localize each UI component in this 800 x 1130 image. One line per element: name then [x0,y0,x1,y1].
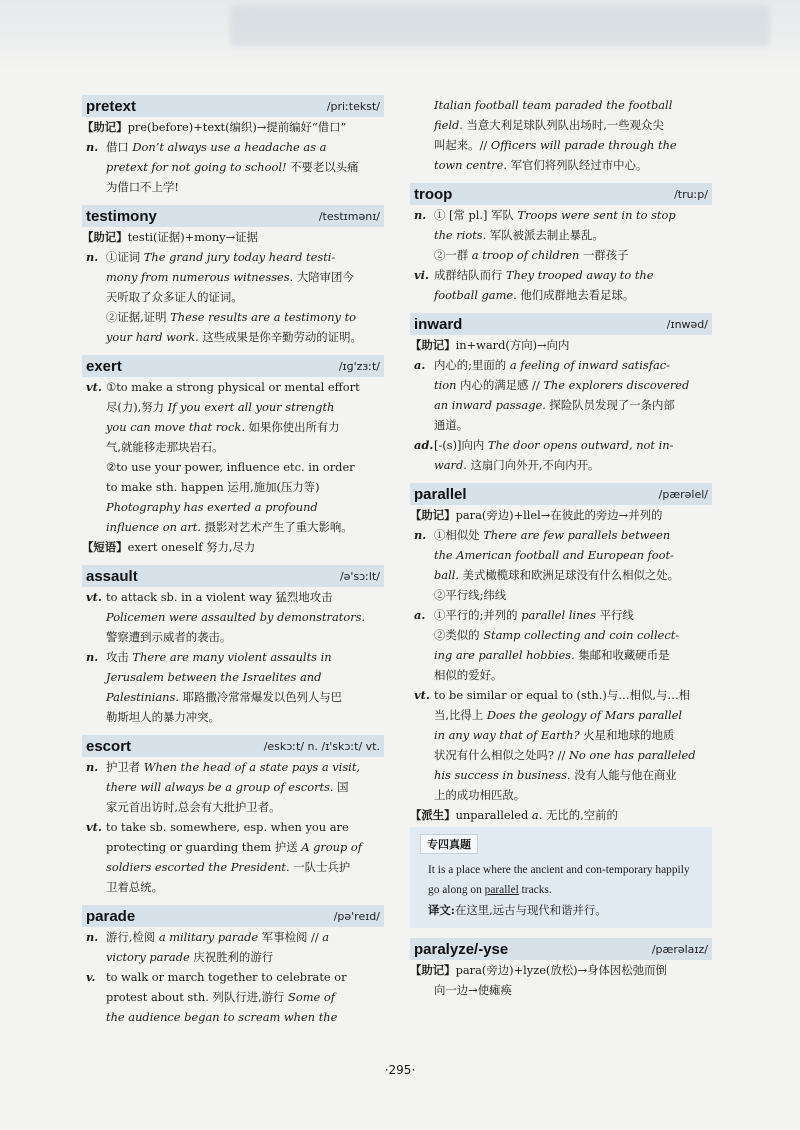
exam-text: tracks. [518,884,552,896]
example-text: Italian football team paraded the football [434,98,673,112]
definition-line [82,587,384,607]
gloss-text: ①to make a strong physical or mental effort [106,380,360,394]
gloss-text: ①证词 [106,250,144,264]
gloss-text: to take sb. somewhere, esp. when you are [106,820,349,834]
headword: pretext [86,97,137,115]
example-text: ward. [434,458,467,472]
gloss-text: 探险队员发现了一条内部 [545,398,675,412]
headword: assault [86,567,138,585]
definition-line [82,647,384,667]
example-text: If you exert all your strength [167,400,335,414]
definition-line [410,225,712,245]
gloss-text: 大陪审团今 [293,270,354,284]
gloss-text: 火星和地球的地质 [579,728,675,742]
definition-line [410,745,712,765]
definition-line [82,947,384,967]
part-of-speech: a. [414,608,426,622]
section-tag: 【助记】 [410,338,456,352]
definition-line [82,1007,384,1027]
example-text: ing are parallel hobbies. [434,648,575,662]
exam-sentence [420,860,702,900]
gloss-text: [-(s)]向内 [434,438,488,452]
pronunciation: /ɪnwəd/ [666,317,708,331]
definition-line [82,837,384,857]
gloss-text: 当意大利足球队列队出场时,一些观众尖 [462,118,664,132]
gloss-text: ②一群 [434,248,472,262]
example-text: There are many violent assaults in [132,650,332,664]
definition-line [82,797,384,817]
definition-line [410,605,712,625]
gloss-text: to be similar or equal to (sth.)与…相似,与…相 [434,688,691,702]
example-text: you can move that rock. [106,420,245,434]
gloss-text: testi(证据)+mony→证据 [127,230,258,244]
gloss-text: 勒斯坦人的暴力冲突。 [106,710,220,724]
gloss-text: 无比的,空前的 [542,808,618,822]
definition-line [82,987,384,1007]
definition-line [82,247,384,267]
pronunciation: /eskɔːt/ n. /ɪ'skɔːt/ vt. [263,739,380,753]
definition-line [410,805,712,825]
definition-line [82,157,384,177]
gloss-text: 游行,检阅 [106,930,159,944]
dictionary-entry [82,95,384,197]
definition-line [410,375,712,395]
gloss-text: 军队被派去制止暴乱。 [486,228,604,242]
gloss-text: 当,比得上 [434,708,487,722]
headword-bar [82,565,384,587]
gloss-text: 军官们将列队经过市中心。 [506,158,648,172]
gloss-text: exert oneself 努力,尽力 [127,540,256,554]
example-text: soldiers escorted the President. [106,860,290,874]
definition-line [410,685,712,705]
part-of-speech: n. [86,650,99,664]
gloss-text: ②证据,证明 [106,310,171,324]
example-text: pretext for not going to school! [106,160,287,174]
dictionary-entry [410,483,712,928]
definition-line [410,205,712,225]
definition-line [82,627,384,647]
gloss-text: 国 [333,780,349,794]
gloss-text: 气,就能移走那块岩石。 [106,440,224,454]
example-text: a feeling of inward satisfac- [509,358,670,372]
part-of-speech: n. [86,930,99,944]
example-text: The door opens outward, not in- [487,438,674,452]
example-text: Some of [288,990,335,1004]
headword: testimony [86,207,157,225]
section-tag: 【短语】 [82,540,128,554]
definition-line [82,537,384,557]
definition-line [82,267,384,287]
gloss-text: 借口 [106,140,133,154]
example-text: The grand jury today heard testi- [143,250,336,264]
example-text: football game. [434,288,517,302]
example-text: the riots. [434,228,487,242]
definition-line [410,115,712,135]
gloss-text: 没有人能与他在商业 [570,768,677,782]
pronunciation: /pə'reɪd/ [333,909,380,923]
gloss-text: ②to use your power, influence etc. in order [106,460,355,474]
gloss-text: 攻击 [106,650,133,664]
example-text: Officers will parade through the [490,138,677,152]
dictionary-entry [410,938,712,1000]
part-of-speech: a. [414,358,426,372]
gloss-text: 相似的爱好。 [434,668,503,682]
dictionary-entry [82,205,384,347]
definition-line [410,455,712,475]
pronunciation: /testɪmənɪ/ [318,209,380,223]
example-text: an inward passage. [434,398,546,412]
part-of-speech: n. [86,250,99,264]
definition-line [410,545,712,565]
definition-line [410,155,712,175]
definition-line [82,417,384,437]
gloss-text: 内心的;里面的 [434,358,510,372]
gloss-text: to attack sb. in a violent way 猛烈地攻击 [106,590,333,604]
gloss-text: protecting or guarding them 护送 [106,840,302,854]
definition-line [410,525,712,545]
example-text: These results are a testimony to [170,310,357,324]
example-text: No one has paralleled [568,748,696,762]
pronunciation: /priːtekst/ [326,99,380,113]
headword-bar [410,938,712,960]
example-text: victory parade [106,950,190,964]
example-text: mony from numerous witnesses. [106,270,294,284]
gloss-text: 为借口不上学! [106,180,179,194]
definition-line [82,177,384,197]
definition-line [82,517,384,537]
example-text: field. [434,118,463,132]
gloss-text: 向一边→使瘫痪 [434,983,512,997]
right-column [410,95,712,1008]
example-text: influence on art. [106,520,201,534]
underlined-word: parallel [484,884,519,896]
page-number: ·295· [384,1063,416,1077]
headword-bar [410,183,712,205]
example-text: Does the geology of Mars parallel [486,708,683,722]
part-of-speech: vt. [86,380,102,394]
definition-line [410,725,712,745]
definition-line [410,505,712,525]
section-tag: 【助记】 [82,230,128,244]
definition-line [82,327,384,347]
gloss-text: 美式橄榄球和欧洲足球没有什么相似之处。 [459,568,680,582]
headword-bar [410,313,712,335]
definition-line [410,585,712,605]
gloss-text: para(旁边)+lyze(放松)→身体因松弛而倒 [455,963,667,977]
gloss-text: 这扇门向外开,不向内开。 [466,458,600,472]
gloss-text: 通道。 [434,418,469,432]
example-text: The explorers discovered [543,378,690,392]
definition-line [410,625,712,645]
headword-bar [82,355,384,377]
gloss-text: ②类似的 [434,628,484,642]
definition-line [410,335,712,355]
example-text: a. [531,808,543,822]
faded-header-text [230,6,770,46]
example-text: his success in business. [434,768,571,782]
pronunciation: /ɪɡ'zɜːt/ [338,359,380,373]
example-text: town centre. [434,158,507,172]
definition-line [82,687,384,707]
definition-line [410,395,712,415]
dictionary-entry [82,735,384,897]
headword-bar [82,735,384,757]
example-text: a [322,930,330,944]
example-text: Policemen were assaulted by demonstrators. [106,610,366,624]
definition-line [410,285,712,305]
gloss-text: 摄影对艺术产生了重大影响。 [200,520,353,534]
example-text: Troops were sent in to stop [517,208,676,222]
dictionary-entry [410,95,712,175]
example-text: there will always be a group of escorts. [106,780,334,794]
gloss-text: protest about sth. 列队行进,游行 [106,990,289,1004]
example-text: in any way that of Earth? [434,728,580,742]
example-text: When the head of a state pays a visit, [143,760,361,774]
translation-label: 译文: [428,903,455,917]
gloss-text: pre(before)+text(编织)→提前编好“借口” [127,120,347,134]
example-text: parallel lines [521,608,597,622]
definition-line [82,877,384,897]
example-text: tion [434,378,457,392]
part-of-speech: vt. [86,820,102,834]
definition-line [82,457,384,477]
example-text: the American football and European foot- [434,548,674,562]
example-text: They trooped away to the [505,268,654,282]
gloss-text: 平行线 [596,608,634,622]
definition-line [410,705,712,725]
definition-line [410,95,712,115]
definition-line [82,757,384,777]
definition-line [82,777,384,797]
part-of-speech: n. [86,140,99,154]
example-text: a military parade [158,930,259,944]
part-of-speech: v. [86,970,96,984]
dictionary-entry [410,183,712,305]
gloss-text: 耶路撒冷常常爆发以色列人与巴 [178,690,343,704]
headword-bar [82,905,384,927]
gloss-text: 内心的满足感 // [456,378,544,392]
example-text: Palestinians. [106,690,179,704]
gloss-text: 成群结队而行 [434,268,506,282]
definition-line [82,227,384,247]
gloss-text: 警察遭到示威者的袭击。 [106,630,232,644]
headword: paralyze/-yse [414,940,509,958]
dictionary-entry [82,355,384,557]
definition-line [82,437,384,457]
definition-line [82,707,384,727]
definition-line [82,607,384,627]
definition-line [410,415,712,435]
gloss-text: 家元首出访时,总会有大批护卫者。 [106,800,281,814]
definition-line [82,857,384,877]
definition-line [82,817,384,837]
definition-line [410,355,712,375]
gloss-text: 军事检阅 // [258,930,323,944]
example-text: Photography has exerted a profound [106,500,318,514]
gloss-text: 卫着总统。 [106,880,163,894]
exam-translation [420,900,702,920]
part-of-speech: n. [414,208,427,222]
headword: parade [86,907,136,925]
exam-box-title: 专四真题 [420,834,478,854]
gloss-text: 一队士兵护 [289,860,351,874]
pronunciation: /truːp/ [674,187,708,201]
definition-line [410,665,712,685]
gloss-text: ①平行的;并列的 [434,608,522,622]
dictionary-entry [410,313,712,475]
definition-line [82,497,384,517]
section-tag: 【派生】 [410,808,456,822]
example-text: Don’t always use a headache as a [132,140,327,154]
headword: parallel [414,485,467,503]
gloss-text: 集邮和收藏硬币是 [574,648,670,662]
definition-line [410,785,712,805]
part-of-speech: vi. [414,268,429,282]
headword: troop [414,185,453,203]
gloss-text: ②平行线;纬线 [434,588,507,602]
gloss-text: 上的成功相匹敌。 [434,788,526,802]
gloss-text: 不要老以头痛 [286,160,359,174]
headword: inward [414,315,463,333]
part-of-speech: n. [414,528,427,542]
definition-line [82,307,384,327]
gloss-text: 一群孩子 [579,248,629,262]
example-text: A group of [301,840,362,854]
definition-line [82,137,384,157]
part-of-speech: vt. [86,590,102,604]
section-tag: 【助记】 [410,963,456,977]
definition-line [410,980,712,1000]
pronunciation: /pærəlel/ [658,487,708,501]
gloss-text: ① [常 pl.] 军队 [434,208,518,222]
headword-bar [82,205,384,227]
definition-line [410,435,712,455]
definition-line [82,927,384,947]
gloss-text: in+ward(方向)→向内 [455,338,570,352]
headword-bar [410,483,712,505]
gloss-text: 他们成群地去看足球。 [516,288,635,302]
definition-line [82,377,384,397]
gloss-text: 庆祝胜利的游行 [189,950,274,964]
part-of-speech: vt. [414,688,430,702]
gloss-text: 这些成果是你辛勤劳动的证明。 [198,330,362,344]
definition-line [82,667,384,687]
example-text: Stamp collecting and coin collect- [483,628,680,642]
definition-line [410,645,712,665]
exam-text: It is a place where the ancient and con-temporary happily go along on [428,864,690,896]
part-of-speech: ad. [414,438,434,452]
gloss-text: para(旁边)+llel→在彼此的旁边→并列的 [455,508,663,522]
gloss-text: 如果你使出所有力 [244,420,340,434]
gloss-text: ①相似处 [434,528,484,542]
gloss-text: 尽(力),努力 [106,400,168,414]
translation-text: 在这里,远古与现代和谐并行。 [455,903,607,917]
example-text: your hard work. [106,330,199,344]
headword: exert [86,357,122,375]
pronunciation: /ə'sɔːlt/ [339,569,380,583]
definition-line [410,245,712,265]
definition-line [82,967,384,987]
gloss-text: 护卫者 [106,760,144,774]
definition-line [82,397,384,417]
definition-line [410,565,712,585]
gloss-text: 状况有什么相似之处吗? // [434,748,569,762]
example-text: a troop of children [471,248,580,262]
definition-line [410,960,712,980]
dictionary-entry [82,905,384,1027]
example-text: Jerusalem between the Israelites and [106,670,322,684]
headword: escort [86,737,132,755]
definition-line [82,477,384,497]
pronunciation: /pærəlaɪz/ [651,942,708,956]
gloss-text: 天听取了众多证人的证词。 [106,290,243,304]
example-text: ball. [434,568,459,582]
dictionary-entry [82,565,384,727]
definition-line [82,287,384,307]
gloss-text: 叫起来。// [434,138,491,152]
example-text: the audience began to scream when the [106,1010,338,1024]
headword-bar [82,95,384,117]
definition-line [410,135,712,155]
example-text: There are few parallels between [483,528,671,542]
section-tag: 【助记】 [82,120,128,134]
exam-box [410,827,712,928]
gloss-text: to walk or march together to celebrate or [106,970,347,984]
gloss-text: unparalleled [455,808,532,822]
part-of-speech: n. [86,760,99,774]
left-column [82,95,384,1035]
definition-line [410,765,712,785]
section-tag: 【助记】 [410,508,456,522]
definition-line [82,117,384,137]
gloss-text: to make sth. happen 运用,施加(压力等) [106,480,320,494]
definition-line [410,265,712,285]
top-scan-band [0,0,800,70]
